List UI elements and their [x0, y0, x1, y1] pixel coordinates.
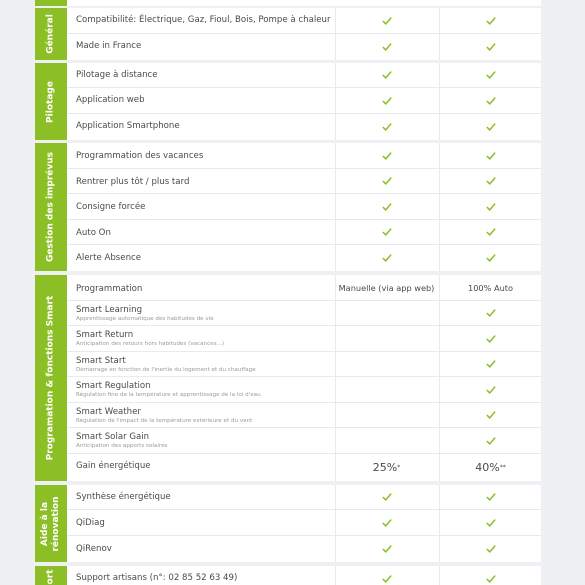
feature-description: Démarrage en fonction de l'inertie du logement et du chauffage	[76, 367, 256, 373]
check-icon	[486, 385, 496, 395]
feature-label: Smart Learning	[76, 305, 143, 315]
section-label-text: ort	[45, 569, 56, 585]
cell-col2	[439, 8, 541, 33]
table-row	[67, 352, 541, 377]
table-row	[67, 377, 541, 403]
check-icon	[382, 42, 392, 52]
table-row	[67, 245, 541, 271]
gain-value: 40%	[475, 461, 500, 474]
feature-label: Support artisans (n°: 02 85 52 63 49)	[76, 573, 238, 583]
section-label-text: Gestion des imprévus	[45, 151, 56, 263]
table-row	[67, 536, 541, 562]
section-pilotage	[35, 63, 541, 140]
cell-col2	[439, 88, 541, 113]
cell-col2	[439, 169, 541, 193]
cell-col1	[335, 245, 437, 271]
check-icon	[486, 410, 496, 420]
check-icon	[382, 16, 392, 26]
check-icon	[486, 202, 496, 212]
table-row	[67, 143, 541, 169]
section-support	[35, 566, 541, 585]
cell-col1	[335, 454, 437, 481]
feature-label: Made in France	[76, 41, 142, 51]
cell-col1	[335, 326, 437, 351]
cell-col1	[335, 352, 437, 376]
check-icon	[382, 122, 392, 132]
check-icon	[486, 253, 496, 263]
cell-col1	[335, 510, 437, 535]
check-icon	[382, 151, 392, 161]
cell-col2	[439, 510, 541, 535]
check-icon	[486, 544, 496, 554]
footnote-marker: **	[499, 464, 506, 471]
feature-label: Consigne forcée	[76, 202, 146, 212]
check-icon	[382, 518, 392, 528]
feature-label: Compatibilité: Électrique, Gaz, Fioul, Bois, Pompe à chaleur	[76, 15, 331, 25]
section-label-text	[40, 496, 62, 551]
table-row	[67, 8, 541, 34]
cell-col2	[439, 143, 541, 168]
cell-col1	[335, 428, 437, 453]
cell-col1	[335, 194, 437, 219]
check-icon	[486, 227, 496, 237]
feature-label: Smart Weather	[76, 407, 141, 417]
cell-col2	[439, 403, 541, 427]
section-label-line2: rénovation	[51, 495, 61, 552]
cell-col1	[335, 301, 437, 325]
feature-label: Smart Return	[76, 330, 134, 340]
check-icon	[486, 359, 496, 369]
cell-col2	[439, 220, 541, 244]
check-icon	[486, 42, 496, 52]
check-icon	[486, 151, 496, 161]
cell-col2	[439, 352, 541, 376]
feature-label: QiRenov	[76, 544, 112, 554]
feature-description: Régulation fine de la température et apprentissage de la loi d'eau	[76, 392, 261, 398]
feature-label: Programmation des vacances	[76, 151, 204, 161]
check-icon	[486, 96, 496, 106]
check-icon	[486, 122, 496, 132]
feature-description: Anticipation des retours hors habitudes (vacances...)	[76, 341, 225, 347]
table-row	[67, 88, 541, 114]
feature-description: Régulation de l'impact de la température extérieure et du vent	[76, 418, 253, 424]
check-icon	[382, 96, 392, 106]
section-renovation	[35, 485, 541, 562]
check-icon	[382, 544, 392, 554]
table-row	[67, 34, 541, 60]
table-row	[67, 326, 541, 352]
feature-label: Alerte Absence	[76, 253, 142, 263]
cell-col1	[335, 8, 437, 33]
feature-label: Smart Regulation	[76, 381, 151, 391]
table-row	[67, 275, 541, 301]
cell-col1	[335, 220, 437, 244]
section-label-text: Général	[45, 14, 56, 54]
check-icon	[382, 253, 392, 263]
cell-value: 100% Auto	[467, 282, 514, 293]
cell-col1	[335, 63, 437, 87]
check-icon	[486, 16, 496, 26]
table-row	[67, 169, 541, 194]
feature-label: Smart Start	[76, 356, 126, 366]
cell-col2	[439, 454, 541, 481]
cell-col1	[335, 485, 437, 509]
section-imprevus	[35, 143, 541, 271]
cell-col2	[439, 377, 541, 402]
cell-col2	[439, 114, 541, 140]
check-icon	[486, 518, 496, 528]
feature-label: Smart Solar Gain	[76, 432, 150, 442]
check-icon	[486, 308, 496, 318]
cell-col1	[335, 34, 437, 60]
footnote-marker: *	[397, 464, 401, 471]
cell-col2	[439, 566, 541, 585]
section-label	[35, 143, 67, 271]
cell-col1	[335, 403, 437, 427]
check-icon	[486, 176, 496, 186]
check-icon	[382, 202, 392, 212]
feature-label: Application web	[76, 95, 145, 105]
feature-label: Gain énergétique	[76, 461, 151, 471]
top-strip	[35, 0, 541, 6]
section-smart	[35, 275, 541, 481]
cell-col2	[439, 194, 541, 219]
table-row	[67, 403, 541, 428]
feature-label: Pilotage à distance	[76, 70, 158, 80]
cell-col2	[439, 326, 541, 351]
check-icon	[486, 574, 496, 584]
cell-col1	[335, 377, 437, 402]
cell-col2	[439, 34, 541, 60]
section-label	[35, 63, 67, 140]
cell-col2	[439, 485, 541, 509]
table-row	[67, 428, 541, 454]
cell-col1	[335, 169, 437, 193]
table-row	[67, 220, 541, 245]
table-row	[67, 301, 541, 326]
top-strip-label	[35, 0, 67, 6]
cell-col2	[439, 245, 541, 271]
check-icon	[486, 334, 496, 344]
cell-col2	[439, 275, 541, 300]
table-row	[67, 114, 541, 140]
table-row	[67, 510, 541, 536]
feature-label: Rentrer plus tôt / plus tard	[76, 177, 190, 187]
table-row	[67, 194, 541, 220]
check-icon	[486, 436, 496, 446]
check-icon	[382, 176, 392, 186]
gain-value: 25%	[372, 461, 398, 474]
section-label	[35, 566, 67, 585]
feature-label: QiDiag	[76, 518, 105, 528]
feature-label: Application Smartphone	[76, 121, 180, 131]
feature-label: Auto On	[76, 228, 111, 238]
table-row	[67, 485, 541, 510]
cell-col2	[439, 428, 541, 453]
check-icon	[382, 70, 392, 80]
cell-col1	[335, 536, 437, 562]
cell-col2	[439, 301, 541, 325]
cell-col2	[439, 536, 541, 562]
table-row	[67, 454, 541, 481]
cell-value: Manuelle (via app web)	[338, 282, 435, 293]
table-row	[67, 63, 541, 88]
section-label	[35, 275, 67, 481]
cell-col1	[335, 275, 437, 300]
feature-description: Apprentissage automatique des habitudes de vie	[76, 316, 214, 322]
check-icon	[382, 492, 392, 502]
cell-col1	[335, 566, 437, 585]
section-label	[35, 8, 67, 60]
check-icon	[486, 70, 496, 80]
section-label-text: Pilotage	[45, 80, 56, 123]
cell-col1	[335, 143, 437, 168]
section-label-line1: Aide à la	[40, 501, 50, 546]
section-label-text: Programation & fonctions Smart	[45, 295, 56, 461]
feature-label: Programmation	[76, 284, 143, 294]
cell-col1	[335, 88, 437, 113]
check-icon	[382, 574, 392, 584]
section-label	[35, 485, 67, 562]
section-general	[35, 8, 541, 60]
feature-label: Synthèse énergétique	[76, 492, 171, 502]
check-icon	[382, 227, 392, 237]
cell-col1	[335, 114, 437, 140]
cell-col2	[439, 63, 541, 87]
table-row	[67, 566, 541, 585]
check-icon	[486, 492, 496, 502]
feature-description: Anticipation des apports solaires	[76, 443, 168, 449]
